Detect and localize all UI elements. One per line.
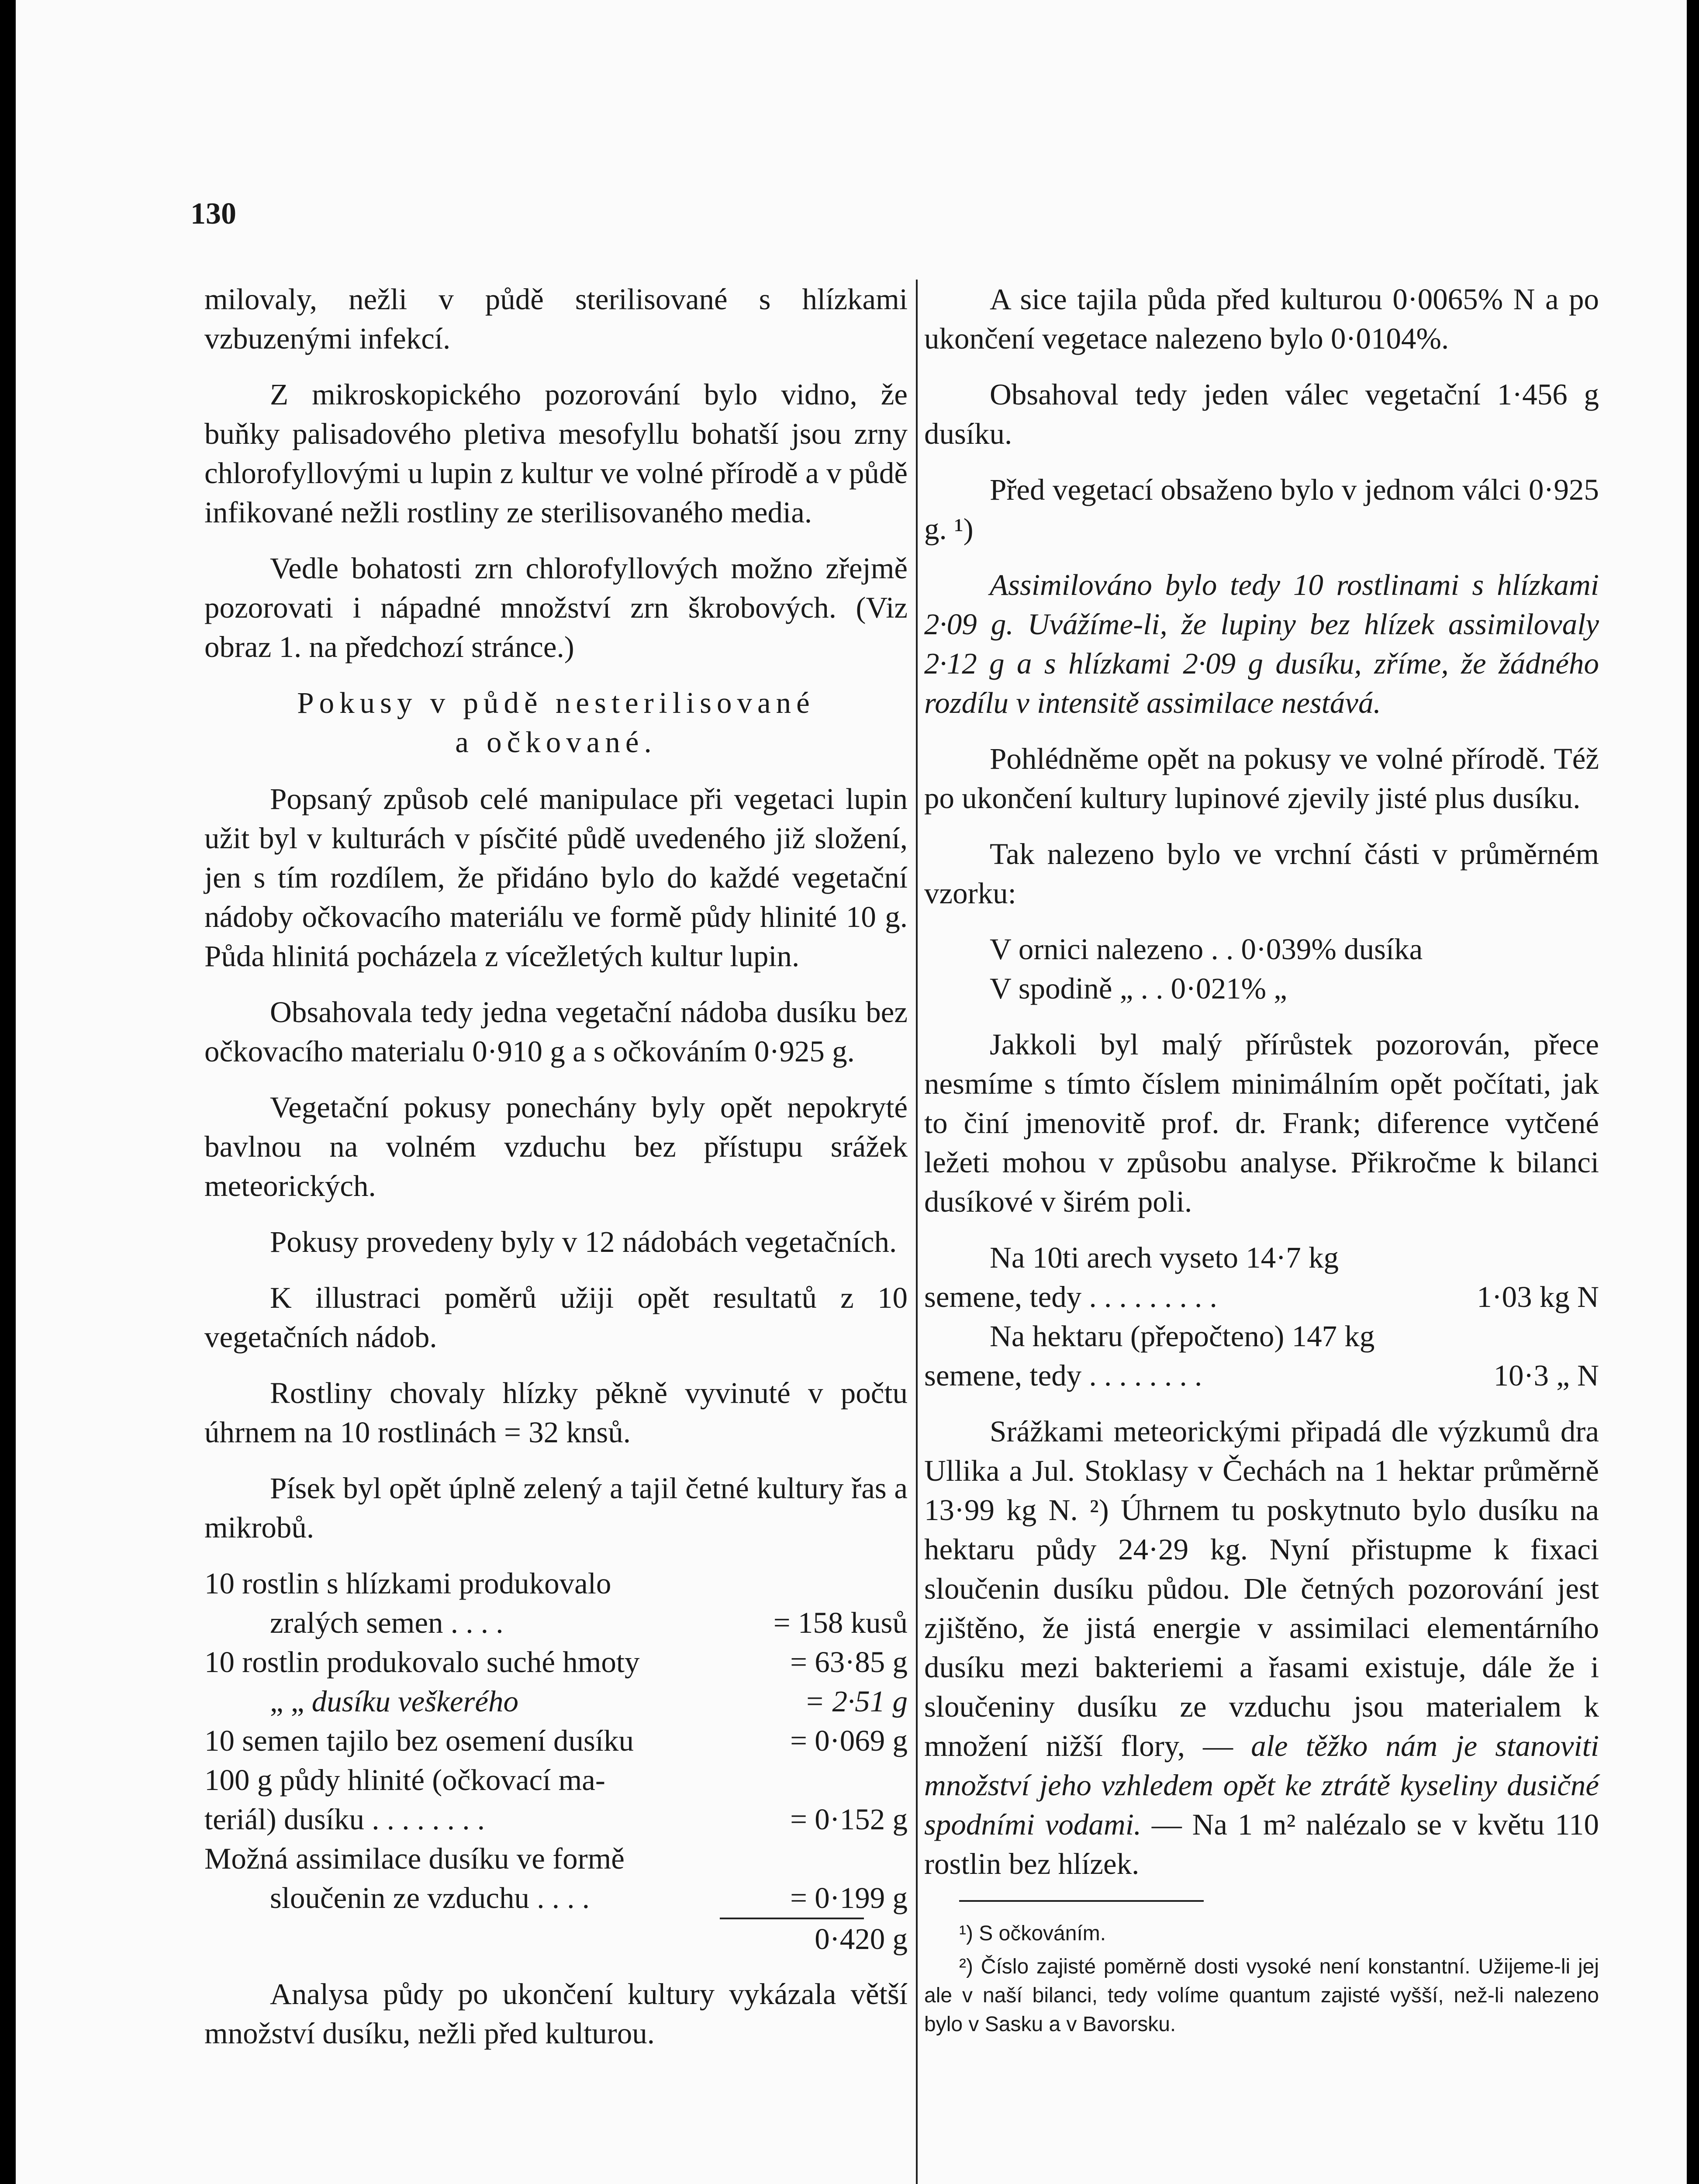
page-number: 130 bbox=[190, 197, 236, 231]
paragraph: A sice tajila půda před kulturou 0·0065% N a po ukončení vegetace nalezeno bylo 0·0104%. bbox=[924, 283, 1599, 355]
table-row: V spodině „ . . 0·021% „ bbox=[990, 972, 1287, 1005]
section-heading-line: Pokusy v půdě nesterilisované bbox=[297, 686, 815, 719]
footnote-rule bbox=[959, 1900, 1204, 1902]
paragraph: Obsahoval tedy jeden válec vegetační 1·456 g dusíku. bbox=[924, 378, 1599, 450]
paragraph: Jakkoli byl malý přírůstek pozorován, přece nesmíme s tímto číslem minimálním opět počítati, jak to činí jmenovitě prof. dr. Frank; diference vytčené ležeti mohou v způsobu analyse. Přikročme k bilanci dusíkové v širém poli. bbox=[924, 1028, 1599, 1218]
paragraph: K illustraci poměrů užiji opět resultatů z 10 vegetačních nádob. bbox=[204, 1281, 908, 1354]
paragraph: milovaly, nežli v půdě sterilisované s hlízkami vzbuzenými infekcí. bbox=[204, 283, 908, 355]
table-total-row: 0·420 g bbox=[815, 1922, 908, 1956]
table-row: Na hektaru (přepočteno) 147 kg bbox=[990, 1320, 1375, 1353]
paragraph: Obsahovala tedy jedna vegetační nádoba dusíku bez očkovacího materialu 0·910 g a s očkováním 0·925 g. bbox=[204, 995, 908, 1068]
results-table bbox=[204, 1564, 908, 1959]
paragraph: Písek byl opět úplně zelený a tajil četné kultury řas a mikrobů. bbox=[204, 1472, 908, 1544]
table-row: 10 semen tajilo bez osemení dusíku = 0·069 g bbox=[204, 1724, 908, 1757]
column-divider bbox=[916, 280, 918, 2184]
section-heading bbox=[204, 683, 908, 762]
table-row: sloučenin ze vzduchu . . . . = 0·199 g bbox=[270, 1881, 908, 1914]
paragraph: Pokusy provedeny byly v 12 nádobách vegetačních. bbox=[270, 1225, 897, 1258]
paragraph: Popsaný způsob celé manipulace při vegetaci lupin užit byl v kulturách v písčité půdě uvedeného již složení, jen s tím rozdílem, že přidáno bylo do každé vegetační nádoby očkovacího materiálu ve formě půdy hlinité 10 g. Půda hlinitá pocházela z vícežletých kultur lupin. bbox=[204, 782, 908, 973]
footnote: ²) Číslo zajisté poměrně dosti vysoké není konstantní. Užijeme-li jej ale v naší bilanci, tedy volíme quantum zajisté vyšší, než-li nalezeno bylo v Sasku a v Bavorsku. bbox=[924, 1955, 1599, 2036]
section-heading-line: a očkované. bbox=[455, 726, 657, 759]
left-column bbox=[204, 280, 908, 2070]
table-row: 10 rostlin s hlízkami produkovalo bbox=[204, 1567, 611, 1600]
table-row: Možná assimilace dusíku ve formě bbox=[204, 1842, 625, 1875]
table-row: Na 10ti arech vyseto 14·7 kg bbox=[990, 1241, 1339, 1274]
paragraph: Z mikroskopického pozorování bylo vidno, že buňky palisadového pletiva mesofyllu bohatší jsou zrny chlorofyllovými u lupin z kultur ve volné přírodě a v půdě infikované nežli rostliny ze sterilisovaného media. bbox=[204, 378, 908, 529]
table-row: „ „ dusíku veškerého = 2·51 g bbox=[270, 1685, 908, 1718]
paragraph: Analysa půdy po ukončení kultury vykázala větší množství dusíku, nežli před kulturou. bbox=[204, 1977, 908, 2050]
paragraph: Před vegetací obsaženo bylo v jednom válci 0·925 g. ¹) bbox=[924, 473, 1599, 546]
paragraph: Rostliny chovaly hlízky pěkně vyvinuté v počtu úhrnem na 10 rostlinách = 32 knsů. bbox=[204, 1376, 908, 1449]
table-row: 100 g půdy hlinité (očkovací ma- bbox=[204, 1763, 605, 1797]
paragraph: Srážkami meteorickými připadá dle výzkumů dra Ullika a Jul. Stoklasy v Čechách na 1 hektar průměrně 13·99 kg N. ²) Úhrnem tu poskytnuto bylo dusíku na hektaru půdy 24·29 kg. Nyní přistupme k fixaci sloučenin dusíku půdou. Dle četných pozorování jest zjištěno, že jistá energie v assimilaci elementárního dusíku mezi bakteriemi a řasami existuje, dále že i sloučeniny dusíku ze vzduchu jsou materialem k množení nižší flory, — ale těžko nám je stanoviti množství jeho vzhledem opět ke ztrátě kyseliny dusičné spodními vodami. — Na 1 m² nalézalo se v květu 110 rostlin bez hlízek. bbox=[924, 1415, 1599, 1880]
table-row: zralých semen . . . . = 158 kusů bbox=[270, 1606, 908, 1639]
table-row: teriál) dusíku . . . . . . . . = 0·152 g bbox=[204, 1803, 908, 1836]
table-row: 10 rostlin produkovalo suché hmoty = 63·85 g bbox=[204, 1645, 908, 1679]
table-row: semene, tedy . . . . . . . . . 1·03 kg N bbox=[924, 1280, 1599, 1313]
paragraph: Tak nalezeno bylo ve vrchní části v průměrném vzorku: bbox=[924, 837, 1599, 910]
paragraph: Pohlédněme opět na pokusy ve volné přírodě. Též po ukončení kultury lupinové zjevily jisté plus dusíku. bbox=[924, 742, 1599, 815]
paragraph: Vegetační pokusy ponechány byly opět nepokryté bavlnou na volném vzduchu bez přístupu srážek meteorických. bbox=[204, 1091, 908, 1203]
footnote: ¹) S očkováním. bbox=[959, 1922, 1106, 1945]
table-row: semene, tedy . . . . . . . . 10·3 „ N bbox=[924, 1359, 1599, 1392]
italic-paragraph: Assimilováno bylo tedy 10 rostlinami s hlízkami 2·09 g. Uvážíme-li, že lupiny bez hlízek assimilovaly 2·12 g a s hlízkami 2·09 g dusíku, zříme, že žádného rozdílu v intensitě assimilace nestává. bbox=[924, 568, 1599, 719]
right-column bbox=[924, 280, 1599, 2043]
table-row: V ornici nalezeno . . 0·039% dusíka bbox=[990, 933, 1423, 966]
book-page bbox=[16, 0, 1687, 2184]
paragraph: Vedle bohatosti zrn chlorofyllových možno zřejmě pozorovati i nápadné množství zrn škrobových. (Viz obraz 1. na předchozí stránce.) bbox=[204, 552, 908, 663]
